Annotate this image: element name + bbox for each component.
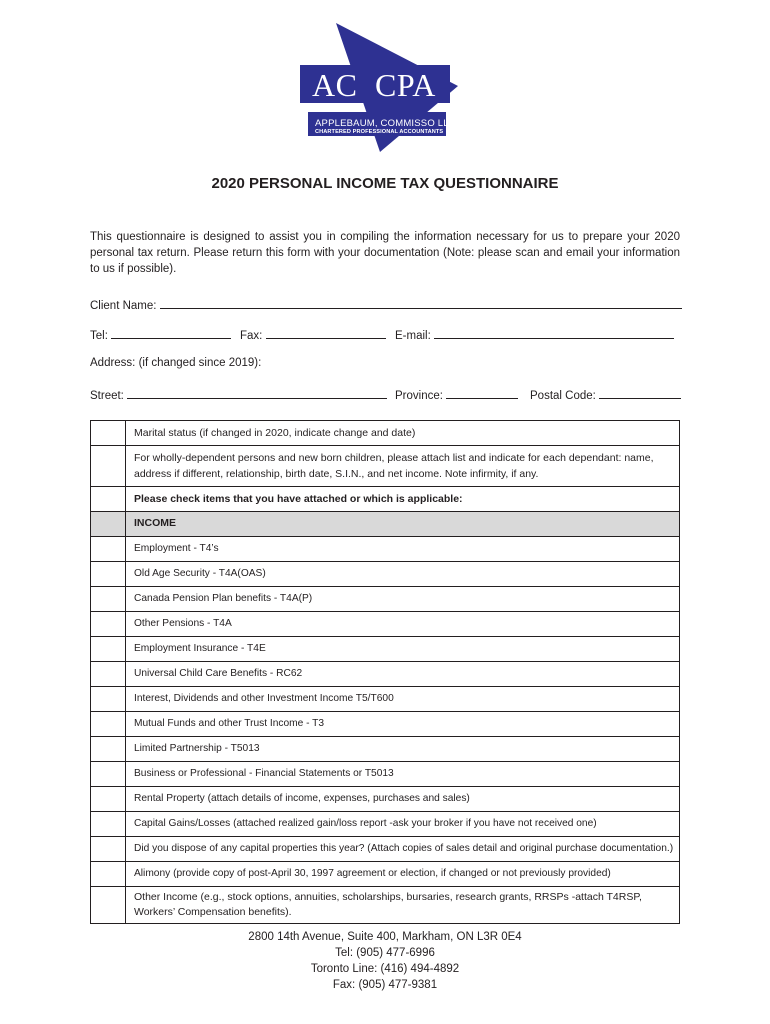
- table-row: [91, 862, 680, 887]
- item-label: Employment - T4’s: [126, 537, 680, 562]
- footer-tel: Tel: (905) 477-6996: [335, 947, 435, 959]
- client-name-field[interactable]: [90, 297, 682, 312]
- logo-subtitle: CHARTERED PROFESSIONAL ACCOUNTANTS: [315, 129, 444, 135]
- item-label: Interest, Dividends and other Investment Income T5/T600: [126, 687, 680, 712]
- table-row: [91, 812, 680, 837]
- table-row: [91, 887, 680, 924]
- item-label: Did you dispose of any capital properties this year? (Attach copies of sales detail and original purchase documentation.): [126, 837, 680, 862]
- table-row: [91, 712, 680, 737]
- province-field[interactable]: [395, 387, 518, 402]
- document-title: 2020 PERSONAL INCOME TAX QUESTIONNAIRE: [211, 175, 559, 192]
- footer-fax: Fax: (905) 477-9381: [332, 979, 438, 991]
- tel-line[interactable]: [111, 327, 231, 339]
- company-logo: [300, 20, 470, 155]
- address-label: Address: (if changed since 2019):: [90, 357, 262, 369]
- fax-field[interactable]: [240, 327, 386, 342]
- checkbox-dependants[interactable]: [91, 446, 126, 487]
- section-header-cell: [91, 512, 126, 537]
- fax-line[interactable]: [266, 327, 386, 339]
- street-label: Street:: [90, 390, 124, 402]
- email-field[interactable]: [395, 327, 674, 342]
- dependants-text: For wholly-dependent persons and new born children, please attach list and indicate for each dependant: name, address if different, relationship, birth date, S.I.N., and net income. Note infirmity, if any.: [126, 446, 680, 487]
- item-label: Employment Insurance - T4E: [126, 637, 680, 662]
- item-checkbox[interactable]: [91, 837, 126, 862]
- table-row: [91, 787, 680, 812]
- table-row: [91, 687, 680, 712]
- footer-toronto-line: Toronto Line: (416) 494-4892: [310, 963, 460, 975]
- check-prompt-text: Please check items that you have attached or which is applicable:: [126, 487, 680, 512]
- item-checkbox[interactable]: [91, 887, 126, 924]
- province-label: Province:: [395, 390, 443, 402]
- item-checkbox[interactable]: [91, 737, 126, 762]
- table-row: [91, 737, 680, 762]
- item-label: Old Age Security - T4A(OAS): [126, 562, 680, 587]
- item-label: Other Pensions - T4A: [126, 612, 680, 637]
- table-row: [91, 662, 680, 687]
- footer-contact: [0, 929, 770, 993]
- item-checkbox[interactable]: [91, 537, 126, 562]
- table-row: [91, 837, 680, 862]
- postal-code-line[interactable]: [599, 387, 681, 399]
- table-row: [91, 537, 680, 562]
- item-checkbox[interactable]: [91, 587, 126, 612]
- email-line[interactable]: [434, 327, 674, 339]
- marital-text: Marital status (if changed in 2020, indicate change and date): [126, 421, 680, 446]
- fax-label: Fax:: [240, 330, 263, 342]
- item-checkbox[interactable]: [91, 712, 126, 737]
- item-label: Canada Pension Plan benefits - T4A(P): [126, 587, 680, 612]
- tel-field[interactable]: [90, 327, 231, 342]
- table-row: [91, 637, 680, 662]
- item-checkbox[interactable]: [91, 687, 126, 712]
- street-field[interactable]: [90, 387, 387, 402]
- dependants-row: [91, 446, 680, 487]
- tel-label: Tel:: [90, 330, 108, 342]
- marital-row: [91, 421, 680, 446]
- street-line[interactable]: [127, 387, 387, 399]
- postal-code-label: Postal Code:: [530, 390, 596, 402]
- item-checkbox[interactable]: [91, 562, 126, 587]
- logo-firm-name: APPLEBAUM, COMMISSO LLP: [315, 118, 456, 129]
- postal-code-field[interactable]: [530, 387, 681, 402]
- item-checkbox[interactable]: [91, 862, 126, 887]
- table-row: [91, 562, 680, 587]
- check-prompt-row: [91, 487, 680, 512]
- table-row: [91, 587, 680, 612]
- email-label: E-mail:: [395, 330, 431, 342]
- item-checkbox[interactable]: [91, 812, 126, 837]
- intro-paragraph: This questionnaire is designed to assist you in compiling the information necessary for us to prepare your 2020 personal tax return. Please return this form with your documentation (Note: please scan and email your information to us if possible).: [90, 231, 680, 275]
- footer-address: 2800 14th Avenue, Suite 400, Markham, ON L3R 0E4: [248, 931, 522, 943]
- item-label: Limited Partnership - T5013: [126, 737, 680, 762]
- logo-initials-cpa: CPA: [375, 67, 436, 103]
- item-label: Alimony (provide copy of post-April 30, 1997 agreement or election, if changed or not previously provided): [126, 862, 680, 887]
- client-name-label: Client Name:: [90, 300, 157, 312]
- income-section-title: INCOME: [126, 512, 680, 537]
- item-label: Business or Professional - Financial Statements or T5013: [126, 762, 680, 787]
- item-checkbox[interactable]: [91, 762, 126, 787]
- item-label: Capital Gains/Losses (attached realized gain/loss report -ask your broker if you have not received one): [126, 812, 680, 837]
- item-label: Rental Property (attach details of income, expenses, purchases and sales): [126, 787, 680, 812]
- table-row: [91, 612, 680, 637]
- empty-cell: [91, 487, 126, 512]
- item-label: Mutual Funds and other Trust Income - T3: [126, 712, 680, 737]
- item-label: Other Income (e.g., stock options, annuities, scholarships, bursaries, research grants, RRSPs -attach T4RSP, Workers’ Compensation benefits).: [126, 887, 680, 924]
- province-line[interactable]: [446, 387, 518, 399]
- item-checkbox[interactable]: [91, 637, 126, 662]
- item-checkbox[interactable]: [91, 787, 126, 812]
- logo-initials-ac: AC: [312, 67, 358, 103]
- item-checkbox[interactable]: [91, 662, 126, 687]
- checkbox-marital[interactable]: [91, 421, 126, 446]
- item-checkbox[interactable]: [91, 612, 126, 637]
- item-label: Universal Child Care Benefits - RC62: [126, 662, 680, 687]
- client-name-line[interactable]: [160, 297, 682, 309]
- income-section-header: [91, 512, 680, 537]
- checklist-table: [90, 420, 680, 924]
- table-row: [91, 762, 680, 787]
